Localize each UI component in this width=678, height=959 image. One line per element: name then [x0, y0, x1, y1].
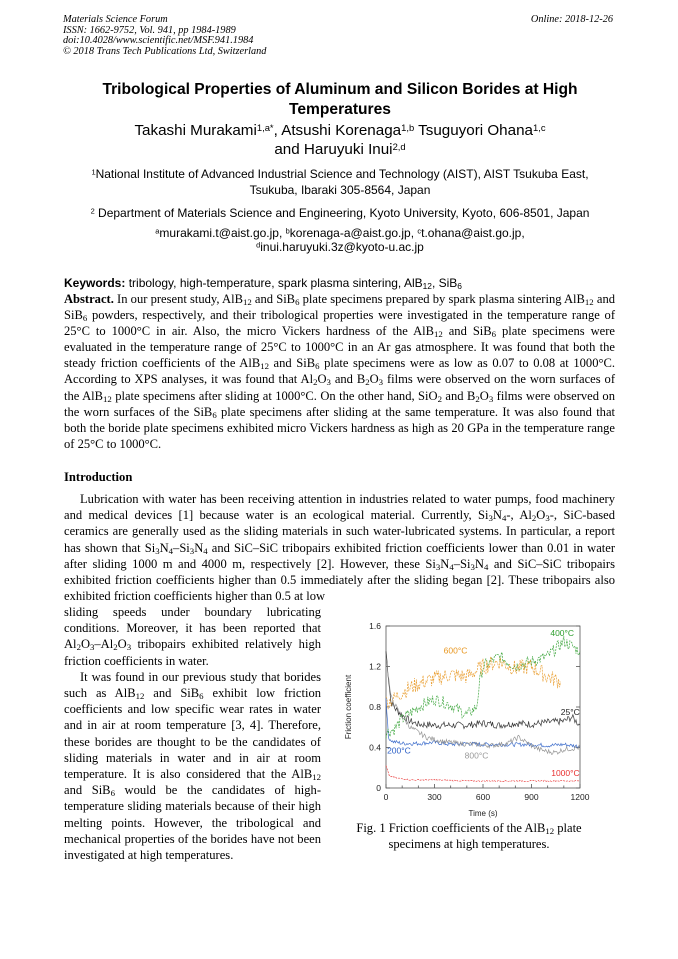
series-annotation: 800°C: [464, 750, 489, 761]
x-tick-label: 300: [427, 792, 442, 802]
friction-chart: [338, 614, 600, 819]
y-tick-label: 1.2: [369, 661, 381, 672]
y-tick-label: 0.4: [369, 742, 381, 753]
y-tick-label: 0: [376, 783, 381, 793]
author-name: Tsuguyori Ohana: [418, 122, 533, 139]
x-axis-label: Time (s): [468, 809, 498, 818]
series-annotation: 1000°C: [551, 767, 580, 778]
online-date: Online: 2018-12-26: [530, 14, 613, 25]
journal-name: Materials Science Forum: [63, 14, 168, 25]
x-tick-label: 1200: [570, 792, 590, 802]
affiliation-1: $^1$National Institute of Advanced Industrial Science and Technology (AIST), AIST Tsukuba East, Tsukuba, Ibaraki 305-8564, Japan: [91, 167, 589, 197]
abstract-text: In our present study, AlB$_{12}$ and SiB$_6$ plate specimens prepared by spark plasma sintering AlB$_{12}$ and SiB$_6$ powders, respectively, and their tribological properties were investigated in the temperature range of 25°C to 1000°C in air. Also, the micro Vickers hardness of the AlB$_{12}$ and SiB$_6$ plate specimens were evaluated in the temperature range of 25°C to 1000°C in an Ar gas atmosphere. It was found that both the steady friction coefficients of the AlB$_{12}$ and SiB$_6$ plate specimens were as low as 0.07 to 0.08 at 1000°C. According to XPS analyses, it was found that $Al_2O_3$ and $B_2O_3$ films were observed on the worn surfaces of the AlB$_{12}$ plate specimens after sliding at 1000°C. On the other hand, SiO$_2$ and $B_2O_3$ films were observed on the worn surfaces of the SiB$_6$ plate specimens after sliding at the same temperature. It was also found that both the boride plate specimens exhibited micro Vickers hardness as high as 20 GPa in the temperature range of 25°C to 1000°C.: [64, 292, 616, 451]
keywords-label: Keywords:: [64, 276, 126, 290]
series-annotation: 200°C: [387, 745, 411, 756]
email-link[interactable]: murakami.t@aist.go.jp: [159, 226, 279, 240]
series-line: [386, 657, 561, 709]
author-name: Takashi Murakami: [134, 122, 257, 139]
author-list: Takashi Murakami$^{1,a*}$, Atsushi Korenaga$^{1,b}$ Tsuguyori Ohana$^{1,c}$ and Haruyuki Inui$^{2,d}$: [134, 121, 546, 158]
journal-issn: ISSN: 1662-9752, Vol. 941, pp 1984-1989: [63, 24, 236, 36]
section-heading-introduction: Introduction: [64, 470, 133, 484]
series-annotation: 600°C: [443, 645, 468, 656]
plot-frame: [386, 626, 580, 788]
email-link[interactable]: inui.haruyuki.3z@kyoto-u.ac.jp: [260, 240, 424, 254]
journal-copyright: © 2018 Trans Tech Publications Ltd, Switzerland: [63, 45, 267, 57]
series-annotation: 25°C: [560, 707, 580, 718]
author-name: Atsushi Korenaga: [281, 122, 402, 139]
introduction-column-text: sliding speeds under boundary lubricating conditions. Moreover, it has been reported that $Al_2O_3-Al_2O_3$ tribopairs exhibited relatively high friction coefficients in water. It was found in our previous study that borides such as AlB$_{12}$ and SiB$_6$ exhibit low friction coefficients and low specific wear rates in water and in air at room temperature [3, 4]. Therefore, these borides are thought to be the candidates of sliding materials in water and in air at room temperature. It is also considered that the AlB$_{12}$ and SiB$_6$ would be the candidates of high-temperature sliding materials because of their high melting points. However, the tribological and mechanical properties of the borides have not been investigated at high temperatures.: [64, 605, 321, 863]
x-tick-label: 600: [475, 792, 491, 802]
y-tick-label: 1.6: [369, 621, 381, 631]
x-tick-label: 0: [383, 792, 389, 802]
figure-1-caption: Fig. 1 Friction coefficients of the AlB$_{12}$ plate specimens at high temperatures.: [356, 821, 582, 851]
journal-doi: doi:10.4028/www.scientific.net/MSF.941.1984: [63, 35, 254, 47]
series-annotation: 400°C: [550, 628, 575, 639]
introduction-paragraph-1: Lubrication with water has been receiving attention in industries related to water pumps, food machinery and medical devices [1] because water is an ecological material. Currently, $Si_3N_4-$, $Al_2O_3-$, SiC-based ceramics are generally used as the sliding materials in such water-lubricated systems. In particular, a report has shown that $Si_3N_4-Si_3N_4$ and SiC–SiC tribopairs exhibited friction coefficients lower than 0.01 in water after sliding 1000 m and 4000 m, respectively [2]. However, these $Si_3N_4-Si_3N_4$ and SiC–SiC tribopairs exhibited friction coefficients higher than 0.5 immediately after the sliding began [2]. These tribopairs also exhibited friction coefficients higher than 0.5 at low: [64, 492, 616, 604]
email-link[interactable]: korenaga-a@aist.go.jp: [289, 226, 411, 240]
abstract-label: Abstract.: [64, 292, 114, 306]
journal-header: [63, 15, 266, 57]
abstract: [64, 291, 615, 452]
y-axis-label: Friction coefficient: [344, 674, 353, 740]
email-list: $^a$murakami.t@aist.go.jp, $^b$korenaga-a@aist.go.jp, $^c$t.ohana@aist.go.jp, $^d$inui.haruyuki.3z@kyoto-u.ac.jp: [155, 226, 525, 254]
series-line: [386, 658, 580, 755]
author-name: Haruyuki Inui: [303, 141, 393, 158]
affiliation-2: $^2$ Department of Materials Science and Engineering, Kyoto University, Kyoto, 606-8501, Japan: [90, 206, 590, 220]
y-tick-label: 0.8: [369, 702, 381, 712]
keywords: Keywords: tribology, high-temperature, spark plasma sintering, AlB$_{12}$, SiB$_6$: [64, 276, 462, 292]
paper-title: Tribological Properties of Aluminum and Silicon Borides at High Temperatures: [102, 81, 578, 118]
x-tick-label: 900: [524, 792, 539, 802]
email-link[interactable]: t.ohana@aist.go.jp: [421, 226, 522, 240]
